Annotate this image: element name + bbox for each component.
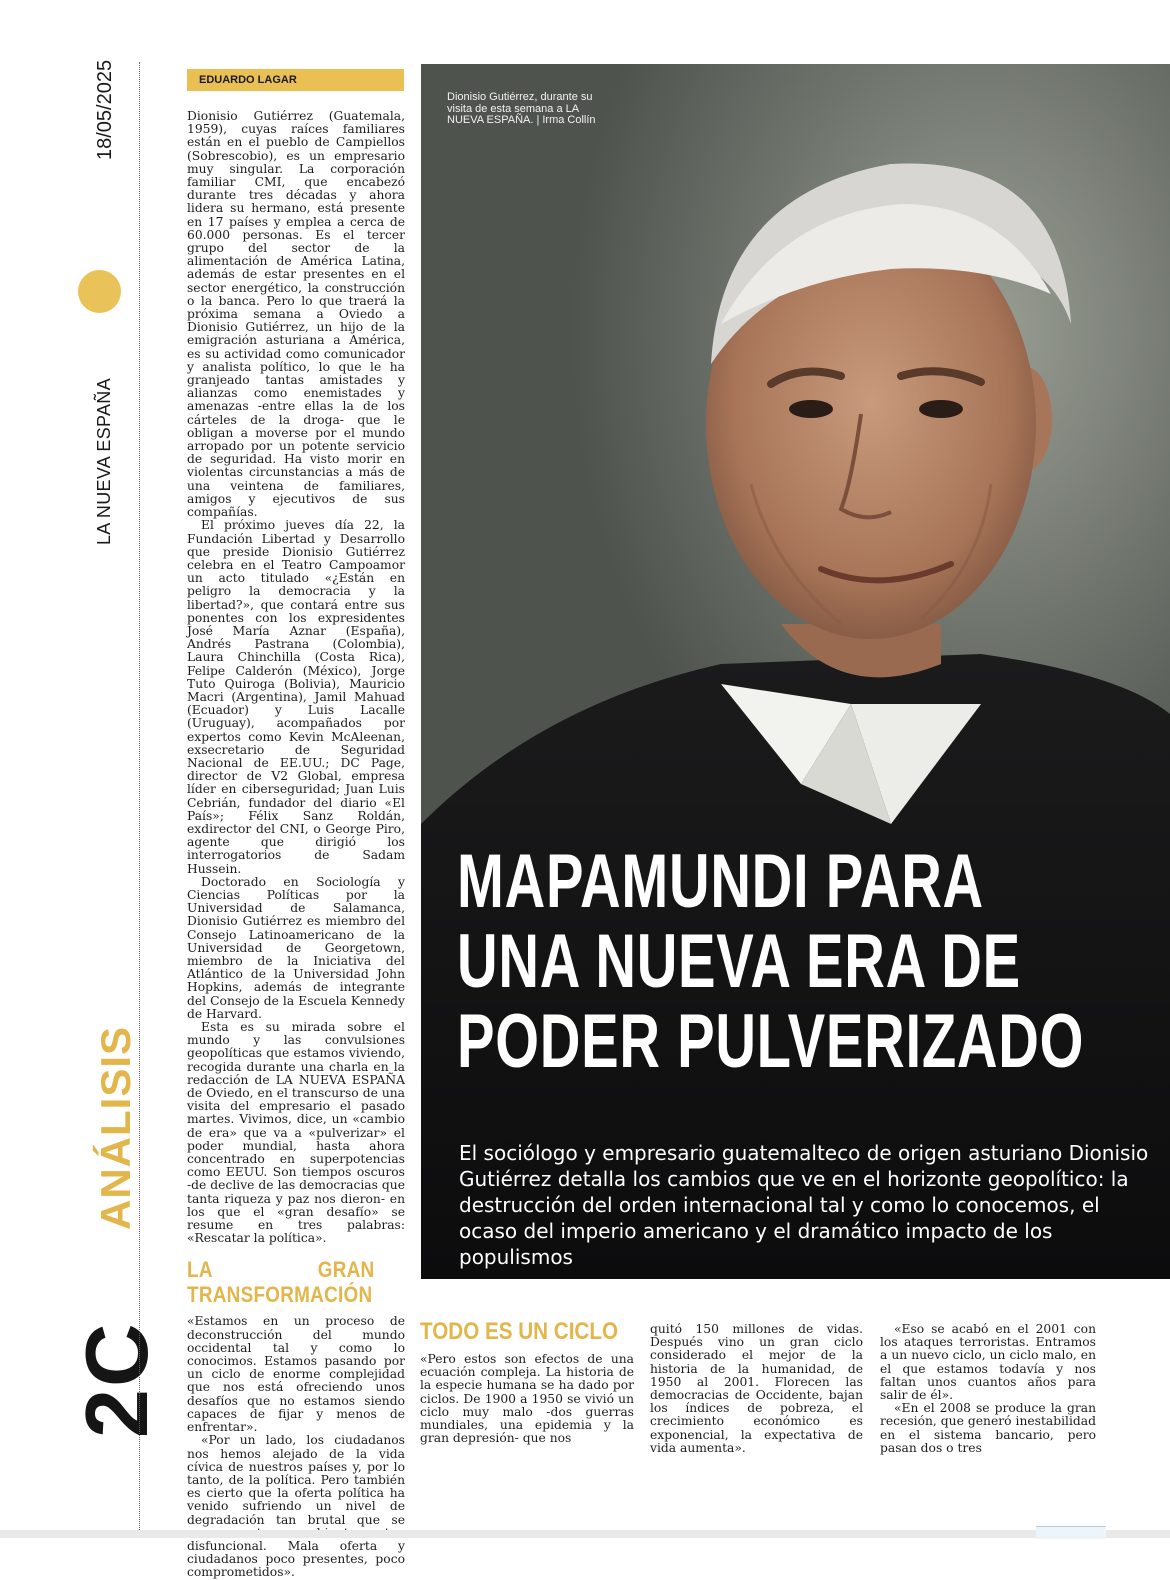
subheading-la-gran-transformacion: LA GRAN TRANSFORMACIÓN — [187, 1257, 375, 1308]
paragraph: «Pero estos son efectos de una ecuación compleja. La historia de la especie humana se ha dado por ciclos. De 1900 a 1950 se vivió un ciclo muy malo -dos guerras mundiales, una epidemia y la gran depresión- que nos — [420, 1352, 634, 1446]
newspaper-name: LA NUEVA ESPAÑA — [94, 378, 114, 545]
headline-line: PODER PULVERIZADO — [457, 999, 1085, 1084]
paragraph: quitó 150 millones de vidas. Después vino un gran ciclo considerado el mejor de la historia de la humanidad, de 1950 al 2001. Florecen las democracias de Occidente, bajan los índices de pobreza, el crecimiento económico es exponencial, la expectativa de vida aumenta». — [650, 1322, 863, 1455]
footer-rule — [0, 1530, 1170, 1538]
page-number: 2C — [67, 1321, 166, 1438]
paragraph: «Estamos en un proceso de deconstrucción del mundo occidental tal y como lo conocimos. Estamos pasando por un ciclo de enorme complejidad que nos está ofreciendo unos desafíos que no estamos siendo capaces de fijar y menos de enfrentar». — [187, 1314, 405, 1435]
paragraph: Esta es su mirada sobre el mundo y las convulsiones geopolíticas que estamos viviendo, recogida durante una charla en la redacción de LA NUEVA ESPAÑA de Oviedo, en el transcurso de una visita del empresario el pasado martes. Vivimos, dice, un «cambio de era» que va a «pulverizar» el poder mundial, hasta ahora concentrado en superpotencias como EEUU. Son tiempos oscuros -de declive de las democracias que tanta riqueza y paz nos dieron- en los que el «gran desafío» se resume en tres palabras: «Rescatar la política». — [187, 1020, 405, 1246]
bottom-text-column-1 — [420, 1353, 634, 1535]
rail-divider — [139, 62, 140, 1530]
paragraph: «Eso se acabó en el 2001 con los ataques terroristas. Entramos a un nuevo ciclo, un ciclo malo, en el que estamos todavía y nos faltan unos cuantos años para salir de él». — [880, 1322, 1096, 1403]
subheading-todo-es-un-ciclo: TODO ES UN CICLO — [420, 1318, 619, 1345]
section-dot — [78, 270, 121, 313]
standfirst: El sociólogo y empresario guatemalteco de origen asturiano Dionisio Gutiérrez detalla los cambios que ve en el horizonte geopolítico: la destrucción del orden internacional tal y como lo conocemos, el ocaso del imperio americano y el dramático impacto de los populismos — [459, 1141, 1149, 1269]
paragraph: Doctorado en Sociología y Ciencias Políticas por la Universidad de Salamanca, Dionisio Gutiérrez es miembro del Consejo Latinoamericano de la Universidad de Georgetown, miembro de la Iniciativa del Atlántico de la Universidad John Hopkins, además de integrante del Consejo de la Escuela Kennedy de Harvard. — [187, 874, 405, 1021]
date-label: 18/05/2025 — [94, 59, 116, 160]
section-label: ANÁLISIS — [92, 1025, 139, 1230]
paragraph: «En el 2008 se produce la gran recesión, que generó inestabilidad en el sistema bancario, pero pasan dos o tres — [880, 1401, 1096, 1455]
paragraph: Dionisio Gutiérrez (Guatemala, 1959), cuyas raíces familiares están en el pueblo de Campiellos (Sobrescobio), es un empresario muy singular. La corporación familiar CMI, que encabezó durante tres décadas y ahora lidera su hermano, está presente en 17 países y emplea a cerca de 60.000 personas. Es el tercer grupo del sector de la alimentación de América Latina, además de estar presentes en el sector energético, la construcción o la banca. Pero lo que traerá la próxima semana a Oviedo a Dionisio Gutiérrez, un hijo de la emigración asturiana a América, es su actividad como comunicador y analista político, lo que le ha granjeado tantas amistades y alianzas como enemistades y amenazas -entre ellas la de los cárteles de la droga- que le obligan a moverse por el mundo arropado por un potente servicio de seguridad. Ha visto morir en violentas circunstancias a más de una veintena de familiares, amigos y ejecutivos de sus compañías. — [187, 109, 405, 520]
headline — [457, 839, 1085, 1084]
bottom-text-column-2 — [650, 1323, 863, 1535]
left-text-column — [187, 109, 405, 1580]
headline-line: MAPAMUNDI PARA — [457, 839, 984, 924]
headline-line: UNA NUEVA ERA DE — [457, 919, 1021, 1004]
byline: EDUARDO LAGAR — [187, 69, 404, 91]
portrait-photo — [421, 64, 1170, 1279]
footer-tab — [1036, 1526, 1106, 1539]
paragraph: «Por un lado, los ciudadanos nos hemos alejado de la vida cívica de nuestros países y, por lo tanto, de la política. Pero también es cierto que la oferta política ha venido sufriendo un nivel de degradación tan brutal que se disfuncional. Mala oferta y ciudadanos poco presentes, poco comprometidos». — [187, 1433, 405, 1580]
portrait-illustration — [421, 64, 1170, 1279]
photo-caption: Dionisio Gutiérrez, durante su visita de esta semana a LA NUEVA ESPAÑA. | Irma Collín — [447, 91, 596, 126]
paragraph: El próximo jueves día 22, la Fundación Libertad y Desarrollo que preside Dionisio Gutiérrez celebra en el Teatro Campoamor un acto titulado «¿Están en peligro la democracia y la libertad?», que contará entre sus ponentes con los expresidentes José María Aznar (España), Andrés Pastrana (Colombia), Laura Chinchilla (Costa Rica), Felipe Calderón (México), Jorge Tuto Quiroga (Bolivia), Mauricio Macri (Argentina), Jamil Mahuad (Ecuador) y Luis Lacalle (Uruguay), acompañados por expertos como Kevin McAleenan, exsecretario de Seguridad Nacional de EE.UU.; DC Page, director de V2 Global, empresa líder en ciberseguridad; Juan Luis Cebrián, fundador del diario «El País»; Félix Sanz Roldán, exdirector del CNI, o George Piro, agente que dirigió los interrogatorios de Sadam Hussein. — [187, 518, 405, 876]
bottom-text-column-3 — [880, 1323, 1096, 1535]
